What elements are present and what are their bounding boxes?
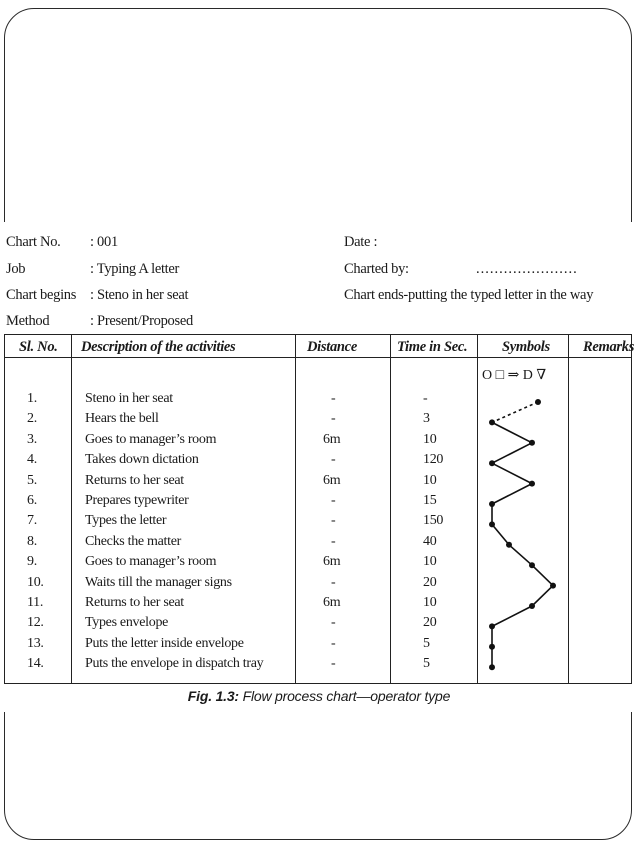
chart-begins-value: : Steno in her seat bbox=[90, 287, 189, 303]
row-time: 20 bbox=[423, 574, 437, 590]
flow-point bbox=[489, 644, 495, 650]
row-distance: - bbox=[331, 533, 336, 549]
flow-point bbox=[489, 623, 495, 629]
job-value: : Typing A letter bbox=[90, 261, 180, 277]
flow-point bbox=[489, 460, 495, 466]
flow-point bbox=[489, 501, 495, 507]
row-distance: - bbox=[331, 615, 336, 631]
row-time: 5 bbox=[423, 635, 430, 651]
chart-no-label: Chart No. bbox=[6, 234, 61, 250]
column-divider bbox=[568, 335, 569, 683]
row-time: 15 bbox=[423, 493, 437, 508]
flow-segment bbox=[492, 524, 509, 544]
charted-by-label: Charted by: bbox=[344, 261, 409, 277]
flow-point bbox=[529, 440, 535, 446]
row-time: 3 bbox=[423, 411, 430, 427]
row-description: Types the letter bbox=[85, 513, 167, 529]
row-distance: - bbox=[331, 493, 336, 508]
row-sl-no: 9. bbox=[27, 554, 37, 570]
column-header-time: Time in Sec. bbox=[397, 339, 468, 355]
column-header-remarks: Remarks bbox=[583, 339, 635, 355]
row-description: Goes to manager’s room bbox=[85, 431, 217, 447]
row-description: Returns to her seat bbox=[85, 472, 184, 488]
flow-symbol-path bbox=[475, 380, 565, 680]
flow-segment bbox=[532, 586, 553, 606]
row-time: - bbox=[423, 391, 428, 406]
row-sl-no: 2. bbox=[27, 411, 37, 427]
row-sl-no: 6. bbox=[27, 493, 37, 508]
row-description: Prepares typewriter bbox=[85, 493, 189, 508]
row-distance: - bbox=[331, 656, 336, 672]
chart-ends: Chart ends-putting the typed letter in the way bbox=[344, 287, 594, 303]
row-distance: - bbox=[331, 574, 336, 590]
row-sl-no: 13. bbox=[27, 635, 44, 651]
flow-point bbox=[489, 521, 495, 527]
row-description: Returns to her seat bbox=[85, 595, 184, 610]
chart-header bbox=[0, 222, 638, 334]
row-sl-no: 1. bbox=[27, 391, 37, 406]
column-header-sl-no: Sl. No. bbox=[19, 339, 58, 355]
flow-process-chart-document bbox=[0, 222, 638, 712]
row-description: Hears the bell bbox=[85, 411, 159, 427]
row-distance: 6m bbox=[323, 554, 341, 570]
row-distance: 6m bbox=[323, 472, 341, 488]
row-time: 10 bbox=[423, 554, 437, 570]
row-time: 40 bbox=[423, 533, 437, 549]
flow-segment bbox=[492, 484, 532, 504]
row-sl-no: 7. bbox=[27, 513, 37, 529]
row-distance: - bbox=[331, 452, 336, 468]
chart-no-value: : 001 bbox=[90, 234, 118, 250]
row-description: Takes down dictation bbox=[85, 452, 199, 468]
row-description: Types envelope bbox=[85, 615, 169, 631]
row-time: 10 bbox=[423, 595, 437, 610]
flow-segment bbox=[509, 545, 532, 565]
figure-caption bbox=[0, 688, 638, 704]
row-distance: - bbox=[331, 391, 336, 406]
flow-segment bbox=[492, 422, 532, 442]
caption-prefix: Fig. 1.3: bbox=[187, 688, 239, 704]
flow-segment bbox=[492, 463, 532, 483]
caption-text: Flow process chart—operator type bbox=[238, 688, 451, 704]
row-description: Steno in her seat bbox=[85, 391, 173, 406]
column-header-description: Description of the activities bbox=[81, 339, 236, 355]
header-divider bbox=[5, 357, 631, 358]
row-time: 10 bbox=[423, 431, 437, 447]
charted-by-value: ...................... bbox=[476, 261, 578, 277]
row-time: 120 bbox=[423, 452, 444, 468]
row-distance: 6m bbox=[323, 431, 341, 447]
flow-segment bbox=[492, 443, 532, 463]
flow-point bbox=[489, 664, 495, 670]
row-description: Waits till the manager signs bbox=[85, 574, 232, 590]
chart-begins-label: Chart begins bbox=[6, 287, 77, 303]
column-header-symbols: Symbols bbox=[502, 339, 550, 355]
row-sl-no: 3. bbox=[27, 431, 37, 447]
row-sl-no: 11. bbox=[27, 595, 44, 610]
row-description: Puts the letter inside envelope bbox=[85, 635, 244, 651]
column-divider bbox=[390, 335, 391, 683]
row-distance: - bbox=[331, 411, 336, 427]
flow-segment bbox=[532, 565, 553, 585]
column-header-distance: Distance bbox=[307, 339, 357, 355]
flow-point bbox=[506, 542, 512, 548]
row-time: 5 bbox=[423, 656, 430, 672]
column-divider bbox=[295, 335, 296, 683]
flow-point bbox=[550, 583, 556, 589]
row-distance: - bbox=[331, 635, 336, 651]
method-value: : Present/Proposed bbox=[90, 313, 193, 329]
symbol-legend: O □ ⇒ D ∇ bbox=[482, 368, 547, 383]
row-description: Checks the matter bbox=[85, 533, 181, 549]
flow-segment bbox=[492, 606, 532, 626]
job-label: Job bbox=[6, 261, 26, 277]
row-sl-no: 8. bbox=[27, 533, 37, 549]
row-sl-no: 12. bbox=[27, 615, 44, 631]
method-label: Method bbox=[6, 313, 50, 329]
flow-point bbox=[529, 481, 535, 487]
row-description: Goes to manager’s room bbox=[85, 554, 217, 570]
column-divider bbox=[71, 335, 72, 683]
date-label: Date : bbox=[344, 234, 378, 250]
row-time: 150 bbox=[423, 513, 444, 529]
row-distance: 6m bbox=[323, 595, 341, 610]
flow-point bbox=[489, 419, 495, 425]
flow-segment bbox=[492, 402, 538, 422]
row-sl-no: 14. bbox=[27, 656, 44, 672]
flow-point bbox=[529, 562, 535, 568]
row-sl-no: 4. bbox=[27, 452, 37, 468]
flow-point bbox=[535, 399, 541, 405]
row-time: 10 bbox=[423, 472, 437, 488]
row-description: Puts the envelope in dispatch tray bbox=[85, 656, 264, 672]
row-sl-no: 10. bbox=[27, 574, 44, 590]
row-sl-no: 5. bbox=[27, 472, 37, 488]
flow-point bbox=[529, 603, 535, 609]
row-time: 20 bbox=[423, 615, 437, 631]
row-distance: - bbox=[331, 513, 336, 529]
